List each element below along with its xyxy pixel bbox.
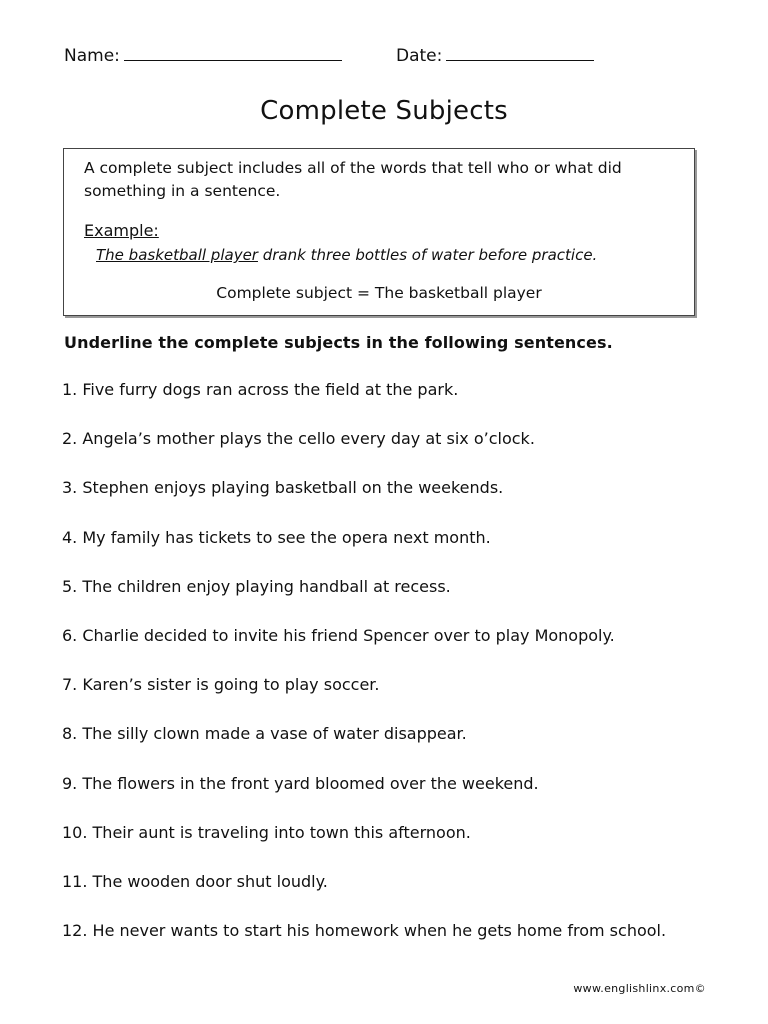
example-heading: Example: bbox=[84, 221, 159, 240]
sentence-item[interactable]: 8. The silly clown made a vase of water disappear. bbox=[62, 724, 467, 744]
name-field[interactable] bbox=[64, 46, 342, 66]
footer-website: www.englishlinx.com© bbox=[573, 982, 706, 995]
sentence-item[interactable]: 1. Five furry dogs ran across the field at the park. bbox=[62, 380, 459, 399]
sentence-item[interactable]: 12. He never wants to start his homework when he gets home from school. bbox=[62, 921, 667, 941]
name-blank-line[interactable] bbox=[124, 46, 342, 61]
definition-text: A complete subject includes all of the words that tell who or what did something in a sentence. bbox=[84, 159, 622, 200]
date-field[interactable] bbox=[396, 46, 594, 66]
sentence-item[interactable]: 11. The wooden door shut loudly. bbox=[62, 871, 328, 891]
sentence-item[interactable]: 9. The flowers in the front yard bloomed over the weekend. bbox=[62, 773, 539, 793]
example-answer: Complete subject = The basketball player bbox=[216, 284, 542, 302]
sentence-item[interactable]: 3. Stephen enjoys playing basketball on the weekends. bbox=[62, 478, 504, 498]
sentence-list bbox=[62, 380, 666, 970]
sentence-item[interactable]: 6. Charlie decided to invite his friend Spencer over to play Monopoly. bbox=[62, 625, 615, 645]
example-predicate: drank three bottles of water before practice. bbox=[257, 246, 598, 264]
example-sentence bbox=[96, 246, 597, 264]
sentence-item[interactable]: 4. My family has tickets to see the opera next month. bbox=[62, 527, 491, 547]
date-blank-line[interactable] bbox=[446, 46, 594, 61]
worksheet-title: Complete Subjects bbox=[260, 96, 508, 126]
sentence-item[interactable]: 5. The children enjoy playing handball at recess. bbox=[62, 576, 451, 596]
sentence-item[interactable]: 7. Karen’s sister is going to play soccer. bbox=[62, 675, 380, 695]
sentence-item[interactable]: 10. Their aunt is traveling into town this afternoon. bbox=[62, 822, 471, 842]
date-label: Date: bbox=[396, 46, 443, 66]
instructions: Underline the complete subjects in the following sentences. bbox=[64, 333, 613, 352]
sentence-item[interactable]: 2. Angela’s mother plays the cello every day at six o’clock. bbox=[62, 429, 535, 449]
example-subject: The basketball player bbox=[96, 246, 258, 264]
name-label: Name: bbox=[64, 46, 120, 66]
definition-box bbox=[63, 148, 695, 316]
